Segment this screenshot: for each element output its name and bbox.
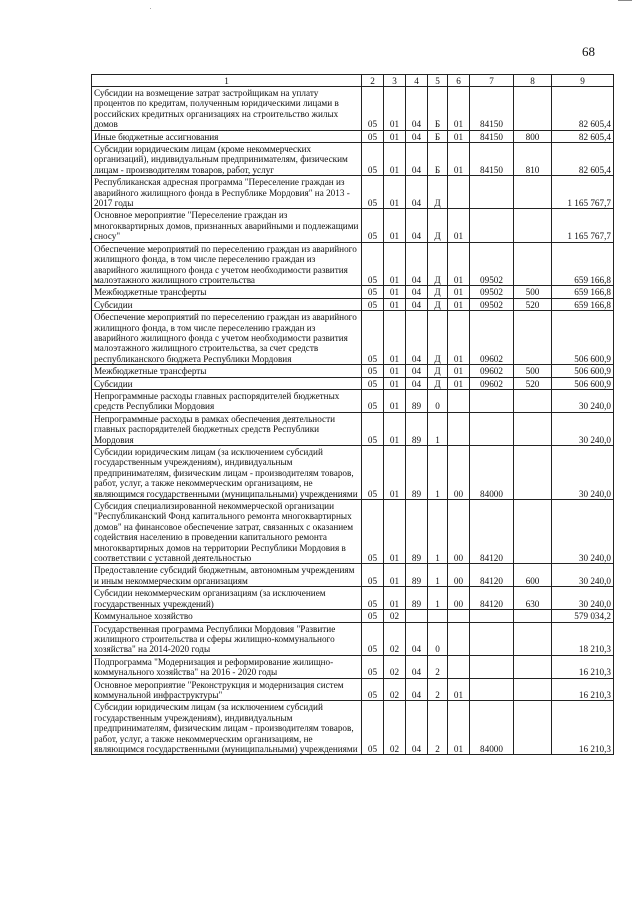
code-cell-c3: 02 [384,622,406,655]
code-cell-c5: 1 [428,412,448,445]
row-name-cell: Субсидия специализированной некоммерческой организации "Республиканский Фонд капитального ремонта многоквартирных домов" на финансовое обеспечение затрат, связанных с оказанием содействия населению в проведении капитального ремонта многоквартирных домов на территории Республики Мордовия в соответствии с уставной деятельностью [92,500,362,564]
code-cell-c2: 05 [362,412,384,445]
code-cell-c5: Д [428,377,448,389]
corner-scan-mark [618,0,632,4]
code-cell-c4: 04 [406,143,428,176]
table-row [92,130,614,142]
code-cell-c4: 04 [406,286,428,298]
code-cell-c2: 05 [362,389,384,412]
code-cell-c2: 05 [362,655,384,678]
code-cell-c6: 00 [448,446,470,500]
code-cell-c4: 04 [406,311,428,365]
code-cell-c5: Д [428,365,448,377]
table-row [92,365,614,377]
code-cell-c5 [428,610,448,622]
code-cell-c6: 00 [448,564,470,587]
code-cell-c3: 01 [384,377,406,389]
table-row [92,701,614,755]
code-cell-c8: 520 [514,377,552,389]
code-cell-c8 [514,389,552,412]
code-cell-c7: 09602 [470,377,514,389]
amount-cell: 506 600,9 [552,365,614,377]
code-cell-c3: 01 [384,242,406,286]
code-cell-c2: 05 [362,130,384,142]
row-name-cell: Основное мероприятие "Переселение граждан из многоквартирных домов, признанных аварийными и подлежащими сносу" [92,209,362,242]
code-cell-c3: 01 [384,412,406,445]
amount-cell: 82 605,4 [552,87,614,131]
code-cell-c8 [514,209,552,242]
code-cell-c2: 05 [362,311,384,365]
code-cell-c6: 01 [448,286,470,298]
code-cell-c4: 89 [406,500,428,564]
code-cell-c6: 01 [448,130,470,142]
table-row [92,655,614,678]
code-cell-c8: 630 [514,587,552,610]
code-cell-c8: 800 [514,130,552,142]
code-cell-c6 [448,412,470,445]
code-cell-c3: 01 [384,365,406,377]
code-cell-c3: 01 [384,389,406,412]
code-cell-c4: 04 [406,242,428,286]
code-cell-c6: 01 [448,298,470,310]
code-cell-c5: Д [428,311,448,365]
code-cell-c7: 09602 [470,311,514,365]
code-cell-c5: 0 [428,622,448,655]
code-cell-c5: 2 [428,678,448,701]
code-cell-c2: 05 [362,87,384,131]
code-cell-c8 [514,610,552,622]
code-cell-c6: 01 [448,678,470,701]
code-cell-c2: 05 [362,701,384,755]
code-cell-c2: 05 [362,176,384,209]
code-cell-c2: 05 [362,564,384,587]
amount-cell: 18 210,3 [552,622,614,655]
amount-cell: 506 600,9 [552,311,614,365]
code-cell-c3: 01 [384,286,406,298]
code-cell-c3: 01 [384,500,406,564]
column-header: 3 [384,75,406,87]
code-cell-c2: 05 [362,446,384,500]
code-cell-c5: Д [428,298,448,310]
row-name-cell: Субсидии на возмещение затрат застройщикам на уплату процентов по кредитам, полученным юридическими лицами в российских кредитных организациях на строительство жилых домов [92,87,362,131]
code-cell-c7 [470,176,514,209]
amount-cell: 30 240,0 [552,446,614,500]
column-header: 4 [406,75,428,87]
code-cell-c3: 01 [384,209,406,242]
table-row [92,610,614,622]
code-cell-c8 [514,678,552,701]
code-cell-c4: 04 [406,130,428,142]
code-cell-c3: 02 [384,701,406,755]
amount-cell: 1 165 767,7 [552,176,614,209]
code-cell-c6 [448,610,470,622]
table-row [92,242,614,286]
code-cell-c2: 05 [362,500,384,564]
code-cell-c7: 09502 [470,298,514,310]
amount-cell: 659 166,8 [552,242,614,286]
code-cell-c2: 05 [362,242,384,286]
column-header: 9 [552,75,614,87]
code-cell-c4: 04 [406,365,428,377]
table-row [92,87,614,131]
row-name-cell: Подпрограмма "Модернизация и реформирование жилищно-коммунального хозяйства" на 2016 - 2020 годы [92,655,362,678]
row-name-cell: Субсидии юридическим лицам (за исключением субсидий государственным учреждениям), индивидуальным предпринимателям, физическим лицам - производителям товаров, работ, услуг, а также некоммерческим организациям, не являющимся государственными (муниципальными) учреждениями [92,701,362,755]
code-cell-c2: 05 [362,143,384,176]
code-cell-c5: 1 [428,500,448,564]
code-cell-c7 [470,678,514,701]
code-cell-c5: Д [428,176,448,209]
code-cell-c5: 2 [428,701,448,755]
code-cell-c4: 04 [406,622,428,655]
column-header: 7 [470,75,514,87]
code-cell-c6: 01 [448,242,470,286]
code-cell-c7: 84150 [470,130,514,142]
row-name-cell: Обеспечение мероприятий по переселению граждан из аварийного жилищного фонда, в том числе переселению граждан из аварийного жилищного фонда с учетом необходимости развития малоэтажного жилищного строительства [92,242,362,286]
row-name-cell: Непрограммные расходы в рамках обеспечения деятельности главных распорядителей бюджетных средств Республики Мордовия [92,412,362,445]
row-name-cell: Межбюджетные трансферты [92,286,362,298]
code-cell-c2: 05 [362,587,384,610]
code-cell-c7: 84120 [470,564,514,587]
code-cell-c5: Д [428,209,448,242]
code-cell-c3: 01 [384,311,406,365]
code-cell-c3: 01 [384,87,406,131]
code-cell-c4: 04 [406,176,428,209]
code-cell-c7 [470,655,514,678]
code-cell-c2: 05 [362,678,384,701]
code-cell-c7 [470,389,514,412]
code-cell-c6 [448,655,470,678]
code-cell-c6 [448,389,470,412]
table-row [92,587,614,610]
code-cell-c7 [470,610,514,622]
code-cell-c6: 01 [448,87,470,131]
amount-cell: 30 240,0 [552,587,614,610]
code-cell-c8 [514,311,552,365]
code-cell-c5: 2 [428,655,448,678]
code-cell-c3: 02 [384,655,406,678]
page-number: 68 [582,44,595,59]
amount-cell: 30 240,0 [552,500,614,564]
amount-cell: 82 605,4 [552,143,614,176]
code-cell-c4: 89 [406,412,428,445]
code-cell-c3: 01 [384,564,406,587]
row-name-cell: Иные бюджетные ассигнования [92,130,362,142]
code-cell-c6 [448,622,470,655]
code-cell-c3: 01 [384,587,406,610]
code-cell-c4: 89 [406,587,428,610]
code-cell-c7: 84150 [470,143,514,176]
code-cell-c3: 01 [384,176,406,209]
code-cell-c2: 05 [362,610,384,622]
table-row [92,311,614,365]
code-cell-c2: 05 [362,286,384,298]
amount-cell: 16 210,3 [552,655,614,678]
amount-cell: 30 240,0 [552,564,614,587]
code-cell-c6: 01 [448,209,470,242]
code-cell-c8: 600 [514,564,552,587]
amount-cell: 30 240,0 [552,412,614,445]
code-cell-c7: 84000 [470,446,514,500]
code-cell-c6: 01 [448,311,470,365]
row-name-cell: Субсидии [92,377,362,389]
code-cell-c8 [514,500,552,564]
code-cell-c4: 04 [406,701,428,755]
table-row [92,564,614,587]
code-cell-c7 [470,209,514,242]
code-cell-c7 [470,412,514,445]
code-cell-c5: 1 [428,587,448,610]
code-cell-c4: 04 [406,377,428,389]
table-header-row [92,75,614,87]
code-cell-c8: 500 [514,286,552,298]
table-body [92,87,614,755]
code-cell-c4: 04 [406,209,428,242]
code-cell-c8 [514,446,552,500]
column-header: 1 [92,75,362,87]
code-cell-c3: 02 [384,678,406,701]
table-row [92,389,614,412]
code-cell-c4: 04 [406,298,428,310]
code-cell-c8 [514,176,552,209]
code-cell-c5: Б [428,130,448,142]
column-header: 6 [448,75,470,87]
table-row [92,286,614,298]
table-row [92,176,614,209]
table-row [92,209,614,242]
code-cell-c8 [514,242,552,286]
row-name-cell: Предоставление субсидий бюджетным, автономным учреждениям и иным некоммерческим организациям [92,564,362,587]
code-cell-c4: 89 [406,446,428,500]
code-cell-c8 [514,701,552,755]
table-row [92,678,614,701]
table-row [92,500,614,564]
amount-cell: 82 605,4 [552,130,614,142]
table-row [92,298,614,310]
code-cell-c4: 04 [406,87,428,131]
row-name-cell: Основное мероприятие "Реконструкция и модернизация систем коммунальной инфраструктуры" [92,678,362,701]
code-cell-c6: 01 [448,701,470,755]
row-name-cell: Субсидии юридическим лицам (за исключением субсидий государственным учреждениям), индивидуальным предпринимателям, физическим лицам - производителям товаров, работ, услуг, а также некоммерческим организациям, не являющимся государственными (муниципальными) учреждениями [92,446,362,500]
scan-speck [150,8,151,9]
amount-cell: 30 240,0 [552,389,614,412]
code-cell-c6 [448,176,470,209]
column-header: 5 [428,75,448,87]
code-cell-c7: 84000 [470,701,514,755]
amount-cell: 506 600,9 [552,377,614,389]
code-cell-c3: 01 [384,143,406,176]
column-header: 2 [362,75,384,87]
amount-cell: 16 210,3 [552,701,614,755]
code-cell-c7: 84150 [470,87,514,131]
row-name-cell: Обеспечение мероприятий по переселению граждан из аварийного жилищного фонда, в том числе переселению граждан из аварийного жилищного фонда с учетом необходимости развития малоэтажного жилищного строительства, за счет средств республиканского бюджета Республики Мордовия [92,311,362,365]
code-cell-c8 [514,622,552,655]
code-cell-c5: 1 [428,446,448,500]
code-cell-c5: 0 [428,389,448,412]
amount-cell: 579 034,2 [552,610,614,622]
code-cell-c8: 500 [514,365,552,377]
row-name-cell: Субсидии [92,298,362,310]
row-name-cell: Непрограммные расходы главных распорядителей бюджетных средств Республики Мордовия [92,389,362,412]
code-cell-c3: 01 [384,298,406,310]
code-cell-c3: 02 [384,610,406,622]
code-cell-c6: 01 [448,143,470,176]
code-cell-c8 [514,412,552,445]
code-cell-c4: 89 [406,564,428,587]
code-cell-c7: 09502 [470,242,514,286]
row-name-cell: Государственная программа Республики Мордовия "Развитие жилищного строительства и сферы жилищно-коммунального хозяйства" на 2014-2020 годы [92,622,362,655]
code-cell-c2: 05 [362,209,384,242]
code-cell-c4: 89 [406,389,428,412]
code-cell-c3: 01 [384,446,406,500]
table-row [92,446,614,500]
code-cell-c6: 00 [448,500,470,564]
code-cell-c8: 810 [514,143,552,176]
code-cell-c7: 84120 [470,500,514,564]
code-cell-c2: 05 [362,298,384,310]
code-cell-c2: 05 [362,365,384,377]
row-name-cell: Субсидии некоммерческим организациям (за исключением государственных учреждений) [92,587,362,610]
code-cell-c7: 09502 [470,286,514,298]
code-cell-c4 [406,610,428,622]
code-cell-c4: 04 [406,678,428,701]
code-cell-c4: 04 [406,655,428,678]
budget-table [91,74,614,755]
code-cell-c2: 05 [362,622,384,655]
code-cell-c6: 00 [448,587,470,610]
code-cell-c7: 09602 [470,365,514,377]
row-name-cell: Субсидии юридическим лицам (кроме некоммерческих организаций), индивидуальным предпринимателям, физическим лицам - производителям товаров, работ, услуг [92,143,362,176]
code-cell-c3: 01 [384,130,406,142]
code-cell-c2: 05 [362,377,384,389]
row-name-cell: Коммунальное хозяйство [92,610,362,622]
code-cell-c5: Б [428,143,448,176]
amount-cell: 659 166,8 [552,286,614,298]
code-cell-c5: Д [428,286,448,298]
table-row [92,412,614,445]
table-row [92,622,614,655]
code-cell-c6: 01 [448,365,470,377]
code-cell-c8 [514,87,552,131]
code-cell-c6: 01 [448,377,470,389]
code-cell-c5: Б [428,87,448,131]
amount-cell: 16 210,3 [552,678,614,701]
column-header: 8 [514,75,552,87]
code-cell-c8 [514,655,552,678]
table-row [92,143,614,176]
table-row [92,377,614,389]
row-name-cell: Республиканская адресная программа "Переселение граждан из аварийного жилищного фонда в Республике Мордовия" на 2013 - 2017 годы [92,176,362,209]
row-name-cell: Межбюджетные трансферты [92,365,362,377]
code-cell-c5: Д [428,242,448,286]
amount-cell: 1 165 767,7 [552,209,614,242]
code-cell-c7: 84120 [470,587,514,610]
code-cell-c7 [470,622,514,655]
code-cell-c5: 1 [428,564,448,587]
code-cell-c8: 520 [514,298,552,310]
amount-cell: 659 166,8 [552,298,614,310]
